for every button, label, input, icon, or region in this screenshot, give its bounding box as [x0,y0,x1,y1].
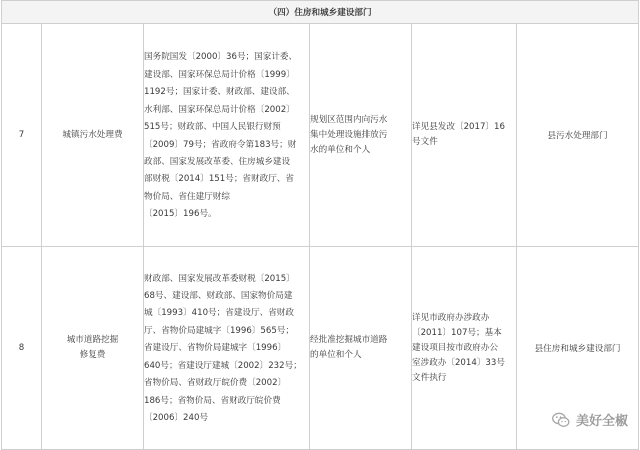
basis-line: 186号；省物价局、省财政厅皖价费 [144,395,281,406]
standard-line: 详见市政府办涉政办 [412,312,490,323]
basis-line: 省物价局、省财政厅皖价费〔2002〕 [144,378,287,389]
table-row [2,247,639,450]
basis-line: 〔2015〕196号。 [144,209,217,220]
policy-basis [144,247,310,450]
standard-line: 〔2011〕107号；基本 [412,327,502,338]
basis-line: 640号；省建设厅建城〔2002〕232号； [144,360,302,371]
basis-line: 1192号；国家计委、财政部、建设部、 [144,87,295,98]
fee-table [1,0,639,450]
charge-standard [412,247,517,450]
basis-line: 国务院国发〔2000〕36号；国家计委、 [144,52,298,63]
standard-line: 详见县发改〔2017〕16 [412,122,505,132]
row-number: 7 [2,24,42,247]
basis-line: 部财税〔2014〕151号；省财政厅、省 [144,174,294,185]
collecting-department: 县住房和城乡建设部门 [517,247,639,450]
table-row [2,24,639,247]
wechat-icon [552,412,570,428]
basis-line: 厅、省物价局建城字〔1996〕565号； [144,325,294,336]
standard-line: 号文件 [412,137,438,147]
collecting-department: 县污水处理部门 [517,24,639,247]
section-header-row [2,1,639,24]
object-line: 集中处理设施排放污 [310,129,388,140]
basis-line: 515号；财政部、中国人民银行财预 [144,122,281,133]
basis-line: 水利部、国家环保总局计价格〔2002〕 [144,104,295,115]
basis-line: 68号、建设部、财政部、国家物价局建 [144,291,293,302]
basis-line: 省建设厅、省物价局建城字〔1996〕 [144,343,287,354]
object-line: 经批准挖掘城市道路 [310,335,388,345]
section-title: （四）住房和城乡建设部门 [2,1,639,24]
object-line: 水的单位和个人 [310,144,371,155]
fee-name-line: 城镇污水处理费 [62,129,123,140]
basis-line: 〔2006〕240号 [144,412,209,423]
standard-line: 室涉政办〔2014〕33号 [412,357,505,368]
fee-name-line: 城市道路挖掘 [66,335,119,345]
charge-object [310,24,412,247]
object-line: 的单位和个人 [310,350,362,360]
watermark-text: 美好全椒 [575,414,628,429]
fee-name [42,24,144,247]
charge-object [310,247,412,450]
charge-standard [412,24,517,247]
object-line: 规划区范围内向污水 [310,114,388,125]
policy-basis [144,24,310,247]
standard-line: 建设项目按市政府办公 [412,342,498,353]
watermark [552,410,628,429]
fee-name [42,247,144,450]
row-number: 8 [2,247,42,450]
basis-line: 〔2009〕79号；省政府令第183号；财 [144,139,297,150]
fee-name-line: 修复费 [79,350,106,360]
basis-line: 物价局、省住建厅财综 [144,191,230,202]
standard-line: 文件执行 [412,372,447,383]
basis-line: 城〔1993〕410号；省建设厅、省财政 [144,308,294,319]
basis-line: 政部、国家发展改革委、住房城乡建设 [144,156,291,167]
basis-line: 建设部、国家环保总局计价格〔1999〕 [144,69,295,80]
basis-line: 财政部、国家发展改革委财税〔2015〕 [144,273,295,284]
